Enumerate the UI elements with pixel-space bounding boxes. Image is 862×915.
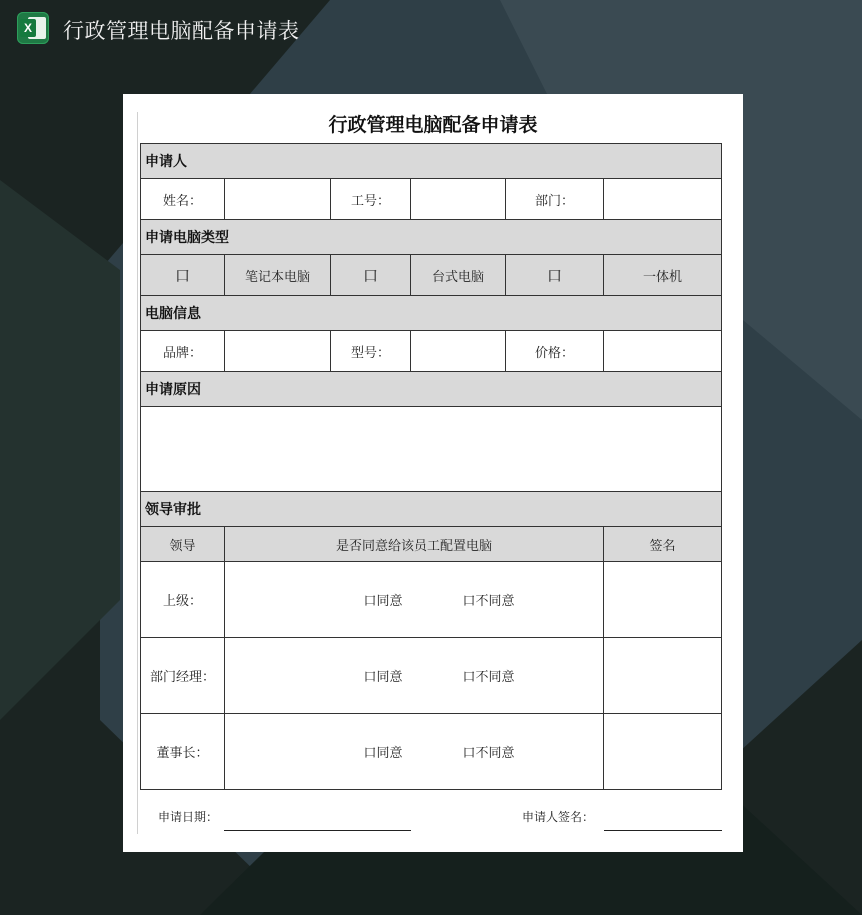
price-label: 价格： xyxy=(506,331,604,372)
approver-role: 部门经理： xyxy=(141,638,225,714)
department-label: 部门： xyxy=(506,179,604,220)
applicant-signature-line[interactable] xyxy=(604,830,722,831)
signature-header: 签名 xyxy=(604,527,722,562)
application-date-line[interactable] xyxy=(224,830,411,831)
laptop-label: 笔记本电脑 xyxy=(225,255,331,296)
app-title-bar xyxy=(0,0,862,60)
section-computer-info: 电脑信息 xyxy=(141,296,722,331)
section-applicant: 申请人 xyxy=(141,144,722,179)
price-field[interactable] xyxy=(604,331,722,372)
approver-signature-field[interactable] xyxy=(604,714,722,790)
approval-row xyxy=(141,638,722,714)
name-field[interactable] xyxy=(225,179,331,220)
model-label: 型号： xyxy=(331,331,411,372)
leader-header: 领导 xyxy=(141,527,225,562)
disagree-option[interactable]: 口不同意 xyxy=(411,638,604,714)
document-title: 行政管理电脑配备申请表 xyxy=(328,114,538,136)
approver-role: 上级： xyxy=(141,562,225,638)
model-field[interactable] xyxy=(411,331,506,372)
approval-row xyxy=(141,714,722,790)
disagree-option[interactable]: 口不同意 xyxy=(411,562,604,638)
agree-option[interactable]: 口同意 xyxy=(225,638,411,714)
applicant-signature-label: 申请人签名： xyxy=(522,810,595,824)
department-field[interactable] xyxy=(604,179,722,220)
desktop-label: 台式电脑 xyxy=(411,255,506,296)
reason-field[interactable] xyxy=(141,407,722,492)
employee-id-field[interactable] xyxy=(411,179,506,220)
approver-role: 董事长： xyxy=(141,714,225,790)
approval-question-header: 是否同意给该员工配置电脑 xyxy=(225,527,604,562)
allinone-label: 一体机 xyxy=(604,255,722,296)
brand-label: 品牌： xyxy=(141,331,225,372)
application-form-table xyxy=(140,143,722,790)
section-approval: 领导审批 xyxy=(141,492,722,527)
disagree-option[interactable]: 口不同意 xyxy=(411,714,604,790)
approver-signature-field[interactable] xyxy=(604,562,722,638)
application-date-label: 申请日期： xyxy=(158,810,219,824)
name-label: 姓名： xyxy=(141,179,225,220)
approver-signature-field[interactable] xyxy=(604,638,722,714)
app-title: 行政管理电脑配备申请表 xyxy=(63,19,300,43)
employee-id-label: 工号： xyxy=(331,179,411,220)
desktop-checkbox[interactable]: 口 xyxy=(331,255,411,296)
section-computer-type: 申请电脑类型 xyxy=(141,220,722,255)
laptop-checkbox[interactable]: 口 xyxy=(141,255,225,296)
allinone-checkbox[interactable]: 口 xyxy=(506,255,604,296)
excel-icon: X xyxy=(17,12,49,44)
section-reason: 申请原因 xyxy=(141,372,722,407)
page-margin-line xyxy=(137,112,138,834)
agree-option[interactable]: 口同意 xyxy=(225,562,411,638)
approval-row xyxy=(141,562,722,638)
brand-field[interactable] xyxy=(225,331,331,372)
agree-option[interactable]: 口同意 xyxy=(225,714,411,790)
